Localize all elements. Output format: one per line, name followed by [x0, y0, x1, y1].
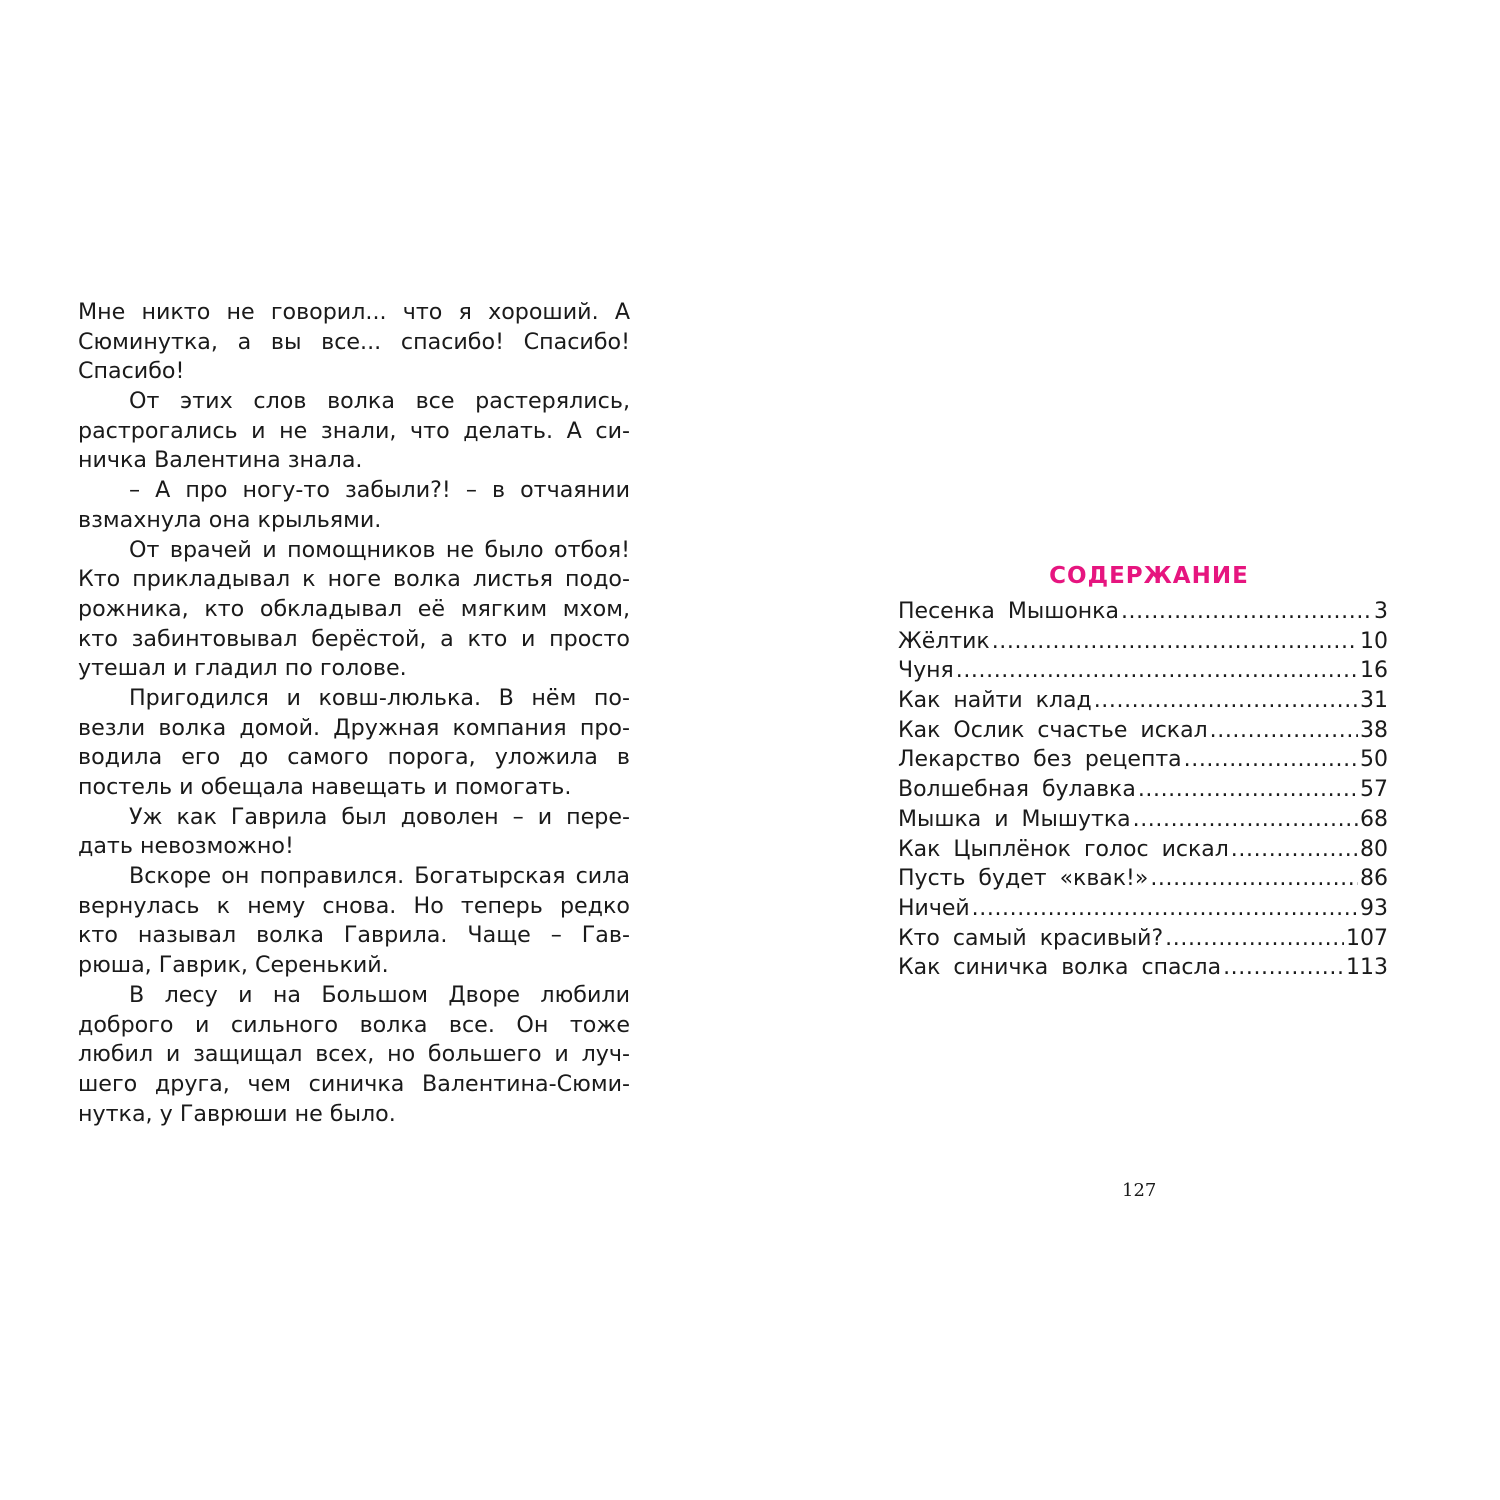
toc-entry-page: 10	[1360, 628, 1388, 654]
toc-leader-dots	[1165, 924, 1344, 954]
text-line: От этих слов волка все растерялись,	[129, 388, 630, 415]
toc-entry	[898, 805, 1388, 835]
toc-leader-dots	[1094, 686, 1358, 716]
toc-leader-dots	[972, 894, 1358, 924]
toc-entry	[898, 835, 1388, 865]
text-line: рожника, кто обкладывал её мягким мхом,	[78, 595, 630, 622]
toc-entry	[898, 924, 1388, 954]
toc-entry-title: Чуня	[898, 658, 954, 684]
text-line: рюша, Гаврик, Серенький.	[78, 952, 389, 979]
toc-leader-dots	[956, 656, 1358, 686]
toc-entry-title: Мышка и Мышутка	[898, 806, 1131, 832]
toc-entry	[898, 656, 1388, 686]
toc-entry-page: 113	[1346, 955, 1388, 981]
text-line: ничка Валентина знала.	[78, 447, 363, 474]
text-line: Вскоре он поправился. Богатырская сила	[129, 863, 630, 890]
text-line: Мне никто не говорил... что я хороший. А	[78, 299, 630, 325]
text-line: постель и обещала навещать и помогать.	[78, 774, 572, 800]
text-line: От врачей и помощников не было отбоя!	[129, 536, 630, 563]
toc-leader-dots	[1133, 805, 1358, 835]
toc-entry-page: 107	[1346, 925, 1388, 951]
text-line: кто называл волка Гаврила. Чаще – Гав-	[78, 922, 630, 949]
text-line: любил и защищал всех, но большего и луч-	[78, 1041, 630, 1068]
toc-entry	[898, 953, 1388, 983]
toc-entry-page: 50	[1360, 747, 1388, 773]
toc-entry	[898, 597, 1388, 627]
text-line: вернулась к нему снова. Но теперь редко	[78, 892, 630, 919]
toc-entry	[898, 627, 1388, 657]
toc-entry-page: 68	[1360, 806, 1388, 832]
toc-entry-title: Как синичка волка спасла	[898, 955, 1222, 981]
table-of-contents	[898, 557, 1388, 983]
toc-list	[898, 597, 1388, 983]
toc-entry-title: Жёлтик	[898, 628, 990, 654]
text-line: – А про ногу-то забыли?! – в отчаянии	[129, 477, 630, 504]
toc-leader-dots	[1231, 835, 1358, 865]
text-line: водила его до самого порога, уложила в	[78, 744, 630, 771]
toc-entry-page: 93	[1360, 895, 1388, 921]
toc-entry-page: 57	[1360, 777, 1388, 803]
toc-entry-page: 86	[1360, 866, 1388, 892]
toc-entry	[898, 775, 1388, 805]
toc-entry-title: Как Цыплёнок голос искал	[898, 836, 1229, 862]
text-line: В лесу и на Большом Дворе любили	[129, 981, 630, 1008]
toc-entry	[898, 686, 1388, 716]
text-line: кто забинтовывал берёстой, а кто и просто	[78, 625, 630, 652]
toc-leader-dots	[992, 627, 1358, 657]
toc-entry-title: Ничей	[898, 895, 970, 921]
text-line: Кто прикладывал к ноге волка листья подо-	[78, 566, 630, 593]
toc-entry-page: 3	[1374, 599, 1388, 624]
page-number: 127	[1122, 1180, 1157, 1201]
toc-leader-dots	[1210, 716, 1358, 746]
text-line: Спасибо!	[78, 358, 185, 385]
text-line: везли волка домой. Дружная компания про-	[78, 714, 630, 741]
toc-leader-dots	[1150, 864, 1358, 894]
toc-entry-title: Как Ослик счастье искал	[898, 717, 1208, 743]
toc-leader-dots	[1138, 775, 1358, 805]
toc-entry	[898, 894, 1388, 924]
toc-entry-page: 16	[1360, 658, 1388, 684]
toc-entry-page: 31	[1360, 688, 1388, 714]
story-text-page	[78, 298, 630, 1129]
toc-entry-title: Как найти клад	[898, 688, 1092, 714]
toc-entry	[898, 745, 1388, 775]
text-line: Уж как Гаврила был доволен – и пере-	[129, 803, 630, 830]
text-line: взмахнула она крыльями.	[78, 506, 382, 533]
toc-leader-dots	[1223, 953, 1344, 983]
text-line: дать невозможно!	[78, 833, 294, 860]
text-line: шего друга, чем синичка Валентина-Сюми-	[78, 1070, 630, 1097]
text-line: доброго и сильного волка все. Он тоже	[78, 1011, 630, 1038]
toc-entry	[898, 716, 1388, 746]
toc-entry-title: Кто самый красивый?	[898, 925, 1164, 951]
toc-leader-dots	[1184, 745, 1358, 775]
toc-entry-page: 80	[1360, 836, 1388, 862]
toc-entry-page: 38	[1360, 717, 1388, 743]
toc-entry	[898, 864, 1388, 894]
toc-leader-dots	[1121, 597, 1372, 627]
text-line: Пригодился и ковш-люлька. В нём по-	[129, 684, 630, 711]
text-line: растрогались и не знали, что делать. А си-	[78, 417, 630, 444]
toc-entry-title: Песенка Мышонка	[898, 599, 1119, 624]
toc-entry-title: Волшебная булавка	[898, 777, 1136, 803]
toc-entry-title: Лекарство без рецепта	[898, 747, 1182, 773]
text-line: нутка, у Гаврюши не было.	[78, 1100, 396, 1127]
toc-title: СОДЕРЖАНИЕ	[1049, 563, 1249, 589]
toc-entry-title: Пусть будет «квак!»	[898, 866, 1149, 892]
text-line: Сюминутка, а вы все... спасибо! Спасибо!	[78, 328, 630, 355]
text-line: утешал и гладил по голове.	[78, 655, 407, 682]
